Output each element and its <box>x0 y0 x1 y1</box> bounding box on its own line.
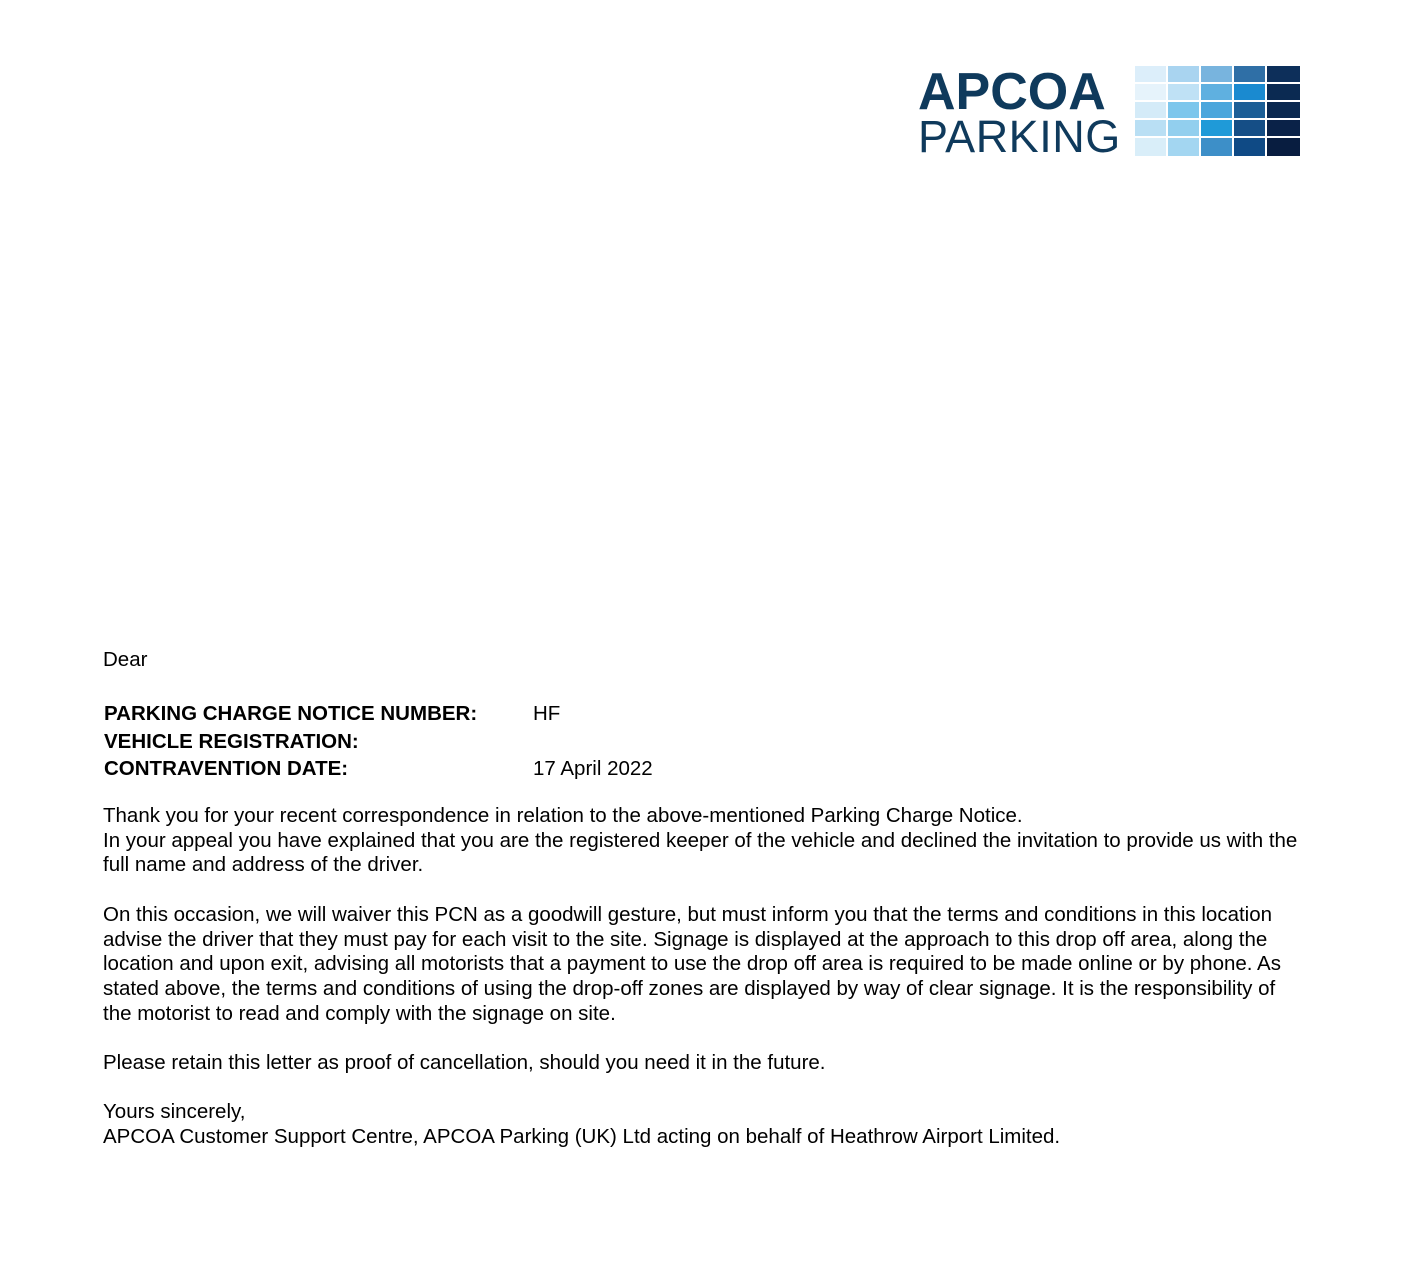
reference-row-vehicle-registration <box>104 728 653 756</box>
paragraph-retain <box>103 1051 1303 1076</box>
paragraph-waiver-text: On this occasion, we will waiver this PCN as a goodwill gesture, but must inform you that the terms and conditions in this location advise the driver that they must pay for each visit to the site. Signage is displayed at the approach to this drop off area, along the location and upon exit, advising all motorists that a payment to use the drop off area is required to be made online or by phone. As stated above, the terms and conditions of using the drop-off zones are displayed by way of clear signage. It is the responsibility of the motorist to read and comply with the signage on site. <box>103 903 1281 1025</box>
paragraph-acknowledgement <box>103 804 1303 878</box>
pcn-number-label: PARKING CHARGE NOTICE NUMBER: <box>104 702 478 725</box>
paragraph-acknowledgement-line1: Thank you for your recent correspondence in relation to the above-mentioned Parking Charge Notice. <box>103 804 1023 827</box>
reference-row-pcn-number <box>104 700 653 728</box>
reference-block <box>104 700 653 783</box>
pcn-number-value: HF <box>533 702 561 725</box>
paragraph-waiver <box>103 903 1303 1027</box>
apcoa-parking-logo <box>918 63 1300 162</box>
logo-word-parking: PARKING <box>918 111 1121 162</box>
reference-row-contravention-date <box>104 755 653 783</box>
closing-text: Yours sincerely, <box>103 1100 246 1123</box>
signature-text: APCOA Customer Support Centre, APCOA Parking (UK) Ltd acting on behalf of Heathrow Airport Limited. <box>103 1124 1061 1148</box>
vehicle-registration-label: VEHICLE REGISTRATION: <box>104 729 359 753</box>
contravention-date-label: CONTRAVENTION DATE: <box>104 757 349 780</box>
closing-block <box>103 1100 1303 1149</box>
paragraph-retain-text: Please retain this letter as proof of cancellation, should you need it in the future. <box>103 1051 826 1074</box>
contravention-date-value: 17 April 2022 <box>533 757 653 780</box>
paragraph-acknowledgement-line2: In your appeal you have explained that you are the registered keeper of the vehicle and declined the invitation to provide us with the full name and address of the driver. <box>103 828 1298 877</box>
logo-grid-icon <box>1135 66 1300 156</box>
logo-word-apcoa: APCOA <box>918 63 1106 121</box>
salutation: Dear <box>103 648 148 671</box>
